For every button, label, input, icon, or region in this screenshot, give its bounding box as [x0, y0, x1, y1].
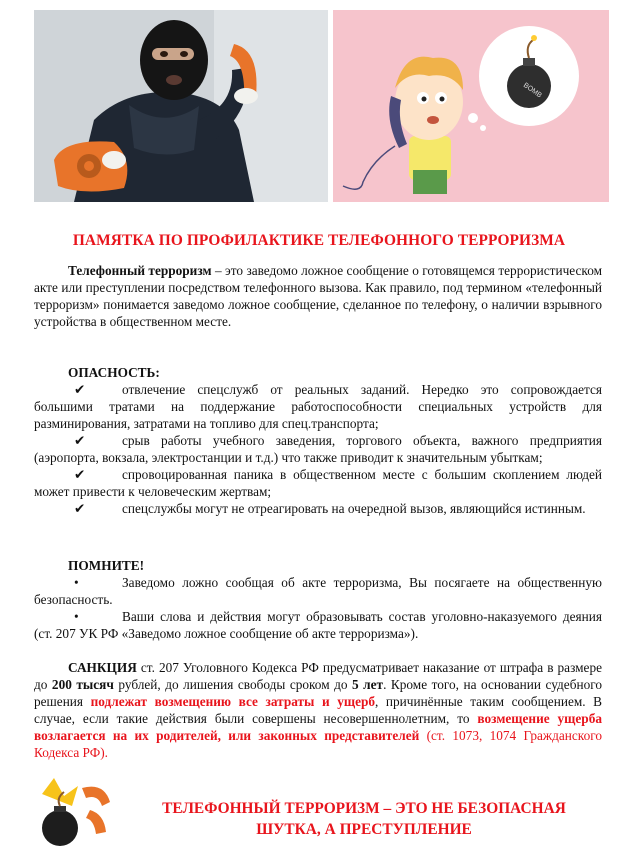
check-icon: ✔: [74, 501, 86, 516]
remember-heading: ПОМНИТЕ!: [68, 558, 145, 573]
danger-item: ✔ спровоцированная паника в общественном месте с большим скоплением людей может привести к человеческим жертвам;: [34, 467, 602, 499]
slogan-line-2: ШУТКА, А ПРЕСТУПЛЕНИЕ: [256, 821, 472, 838]
slogan: [120, 798, 608, 840]
remember-item: • Заведомо ложно сообщая об акте терроризма, Вы посягаете на общественную безопасность.: [34, 575, 602, 607]
remember-item: • Ваши слова и действия могут образовывать состав уголовно-наказуемого деяния (ст. 207 УК РФ «Заведомо ложное сообщение об акте терроризма»).: [34, 609, 602, 641]
danger-heading: ОПАСНОСТЬ:: [68, 365, 160, 380]
prison-term: 5 лет: [352, 677, 384, 692]
danger-item: ✔ отвлечение спецслужб от реальных заданий. Нередко это сопровождается большими тратами на поддержание работоспособности специальных устройств для разминирования, затратами на топливо для спец.транспорта;: [34, 382, 602, 431]
danger-item: ✔ спецслужбы могут не отреагировать на очередной вызов, являющийся истинным.: [34, 500, 602, 517]
remember-section: [34, 557, 602, 642]
slogan-line-1: ТЕЛЕФОННЫЙ ТЕРРОРИЗМ – ЭТО НЕ БЕЗОПАСНАЯ: [162, 800, 566, 817]
check-icon: ✔: [74, 382, 86, 397]
intro-text: – это заведомо ложное сообщение о готовящемся террористическом акте или преступлении посредством телефонного вызова. Как правило, под термином «телефонный терроризм» понимается заведомо ложное сообщение, сделанное по телефону, о наличии взрывного устройства в общественном месте.: [34, 263, 603, 329]
danger-section: [34, 364, 602, 517]
compensation-note: подлежат возмещению все затраты и ущерб: [90, 694, 376, 709]
sanction-paragraph: САНКЦИЯ ст. 207 Уголовного Кодекса РФ предусматривает наказание от штрафа в размере до 200 тысяч рублей, до лишения свободы сроком до 5 лет. Кроме того, на основании судебного решения подлежат возмещению все затраты и ущерб, причинённые таким сообщением. В случае, если такие действия были совершены несовершеннолетним, то возмещение ущерба возлагается на их родителей, или законных представителей (ст. 1073, 1074 Гражданского Кодекса РФ).: [34, 660, 603, 760]
masked-man-image: [34, 10, 328, 202]
bomb-label: BOMB: [521, 81, 543, 100]
intro-term: Телефонный терроризм: [68, 263, 212, 278]
intro-paragraph: [34, 262, 602, 330]
sanction-label: САНКЦИЯ: [68, 660, 137, 675]
bullet-icon: •: [74, 575, 79, 590]
fine-amount: 200 тысяч: [51, 677, 114, 692]
bomb-phone-icon: [34, 776, 112, 850]
check-icon: ✔: [74, 467, 86, 482]
danger-item: ✔ срыв работы учебного заведения, торгового объекта, важного предприятия (аэропорта, вокзала, электростанции и т.д.) что также приводит к значительным убыткам;: [34, 433, 602, 465]
parents-liability-note: возмещение ущерба возлагается на их родителей, или законных представителей: [34, 711, 602, 743]
page-title: ПАМЯТКА ПО ПРОФИЛАКТИКЕ ТЕЛЕФОННОГО ТЕРРОРИЗМА: [72, 232, 566, 249]
check-icon: ✔: [74, 433, 86, 448]
bullet-icon: •: [74, 609, 79, 624]
cartoon-boy-image: [333, 10, 609, 202]
